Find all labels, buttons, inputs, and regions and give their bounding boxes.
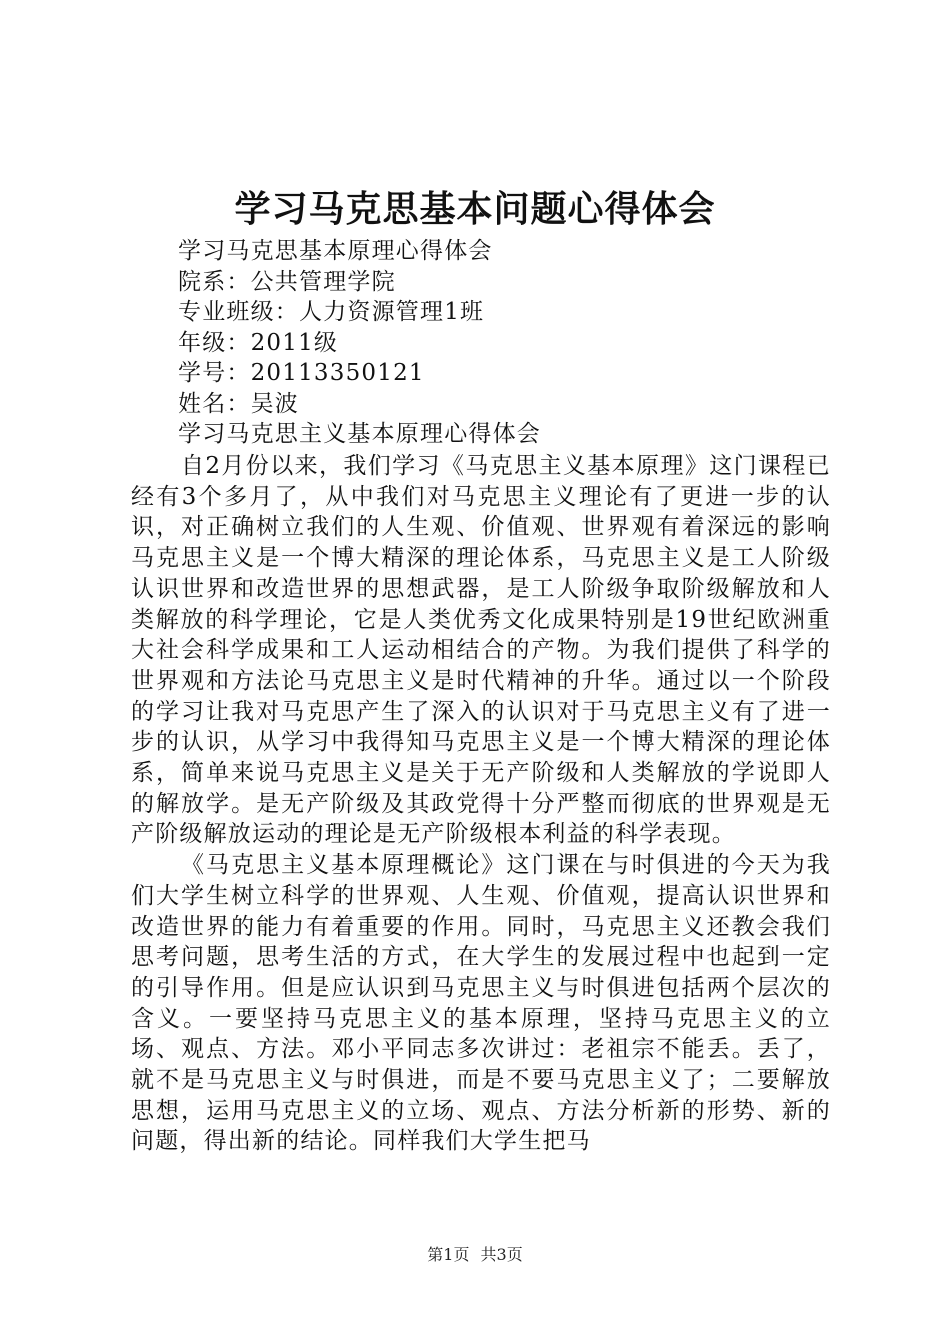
page-total: 共3页 (480, 1245, 523, 1264)
page-footer (0, 1244, 950, 1266)
meta-line-subtitle: 学习马克思基本原理心得体会 (178, 238, 493, 264)
document-body (131, 451, 831, 1157)
page-number: 第1页 (427, 1245, 470, 1264)
meta-line-department: 院系：公共管理学院 (178, 268, 396, 295)
body-paragraph-1: 自2月份以来，我们学习《马克思主义基本原理》这门课程已经有3个多月了，从中我们对马克思主义理论有了更进一步的认识，对正确树立我们的人生观、价值观、世界观有着深远的影响马克思主义是一个博大精深的理论体系，马克思主义是工人阶级认识世界和改造世界的思想武器，是工人阶级争取阶级解放和人类解放的科学理论，它是人类优秀文化成果特别是19世纪欧洲重大社会科学成果和工人运动相结合的产物。为我们提供了科学的世界观和方法论马克思主义是时代精神的升华。通过以一个阶段的学习让我对马克思产生了深入的认识对于马克思主义有了进一步的认识，从学习中我得知马克思主义是一个博大精深的理论体系，简单来说马克思主义是关于无产阶级和人类解放的学说即人的解放学。是无产阶级及其政党得十分严整而彻底的世界观是无产阶级解放运动的理论是无产阶级根本利益的科学表现。 (131, 453, 831, 848)
meta-line-class: 专业班级：人力资源管理1班 (178, 299, 485, 325)
meta-line-student-id: 学号：20113350121 (178, 360, 425, 386)
meta-line-grade: 年级：2011级 (178, 329, 339, 356)
document-meta (178, 236, 878, 450)
document-title: 学习马克思基本问题心得体会 (234, 189, 716, 230)
meta-line-name: 姓名：吴波 (178, 390, 299, 417)
meta-line-essay-title: 学习马克思主义基本原理心得体会 (178, 421, 541, 447)
body-paragraph-2: 《马克思主义基本原理概论》这门课在与时俱进的今天为我们大学生树立科学的世界观、人生观、价值观，提高认识世界和改造世界的能力有着重要的作用。同时，马克思主义还教会我们思考问题，思考生活的方式，在大学生的发展过程中也起到一定的引导作用。但是应认识到马克思主义与时俱进包括两个层次的含义。一要坚持马克思主义的基本原理，坚持马克思主义的立场、观点、方法。邓小平同志多次讲过：老祖宗不能丢。丢了，就不是马克思主义与时俱进，而是不要马克思主义了；二要解放思想，运用马克思主义的立场、观点、方法分析新的形势、新的问题，得出新的结论。同样我们大学生把马 (131, 852, 831, 1155)
